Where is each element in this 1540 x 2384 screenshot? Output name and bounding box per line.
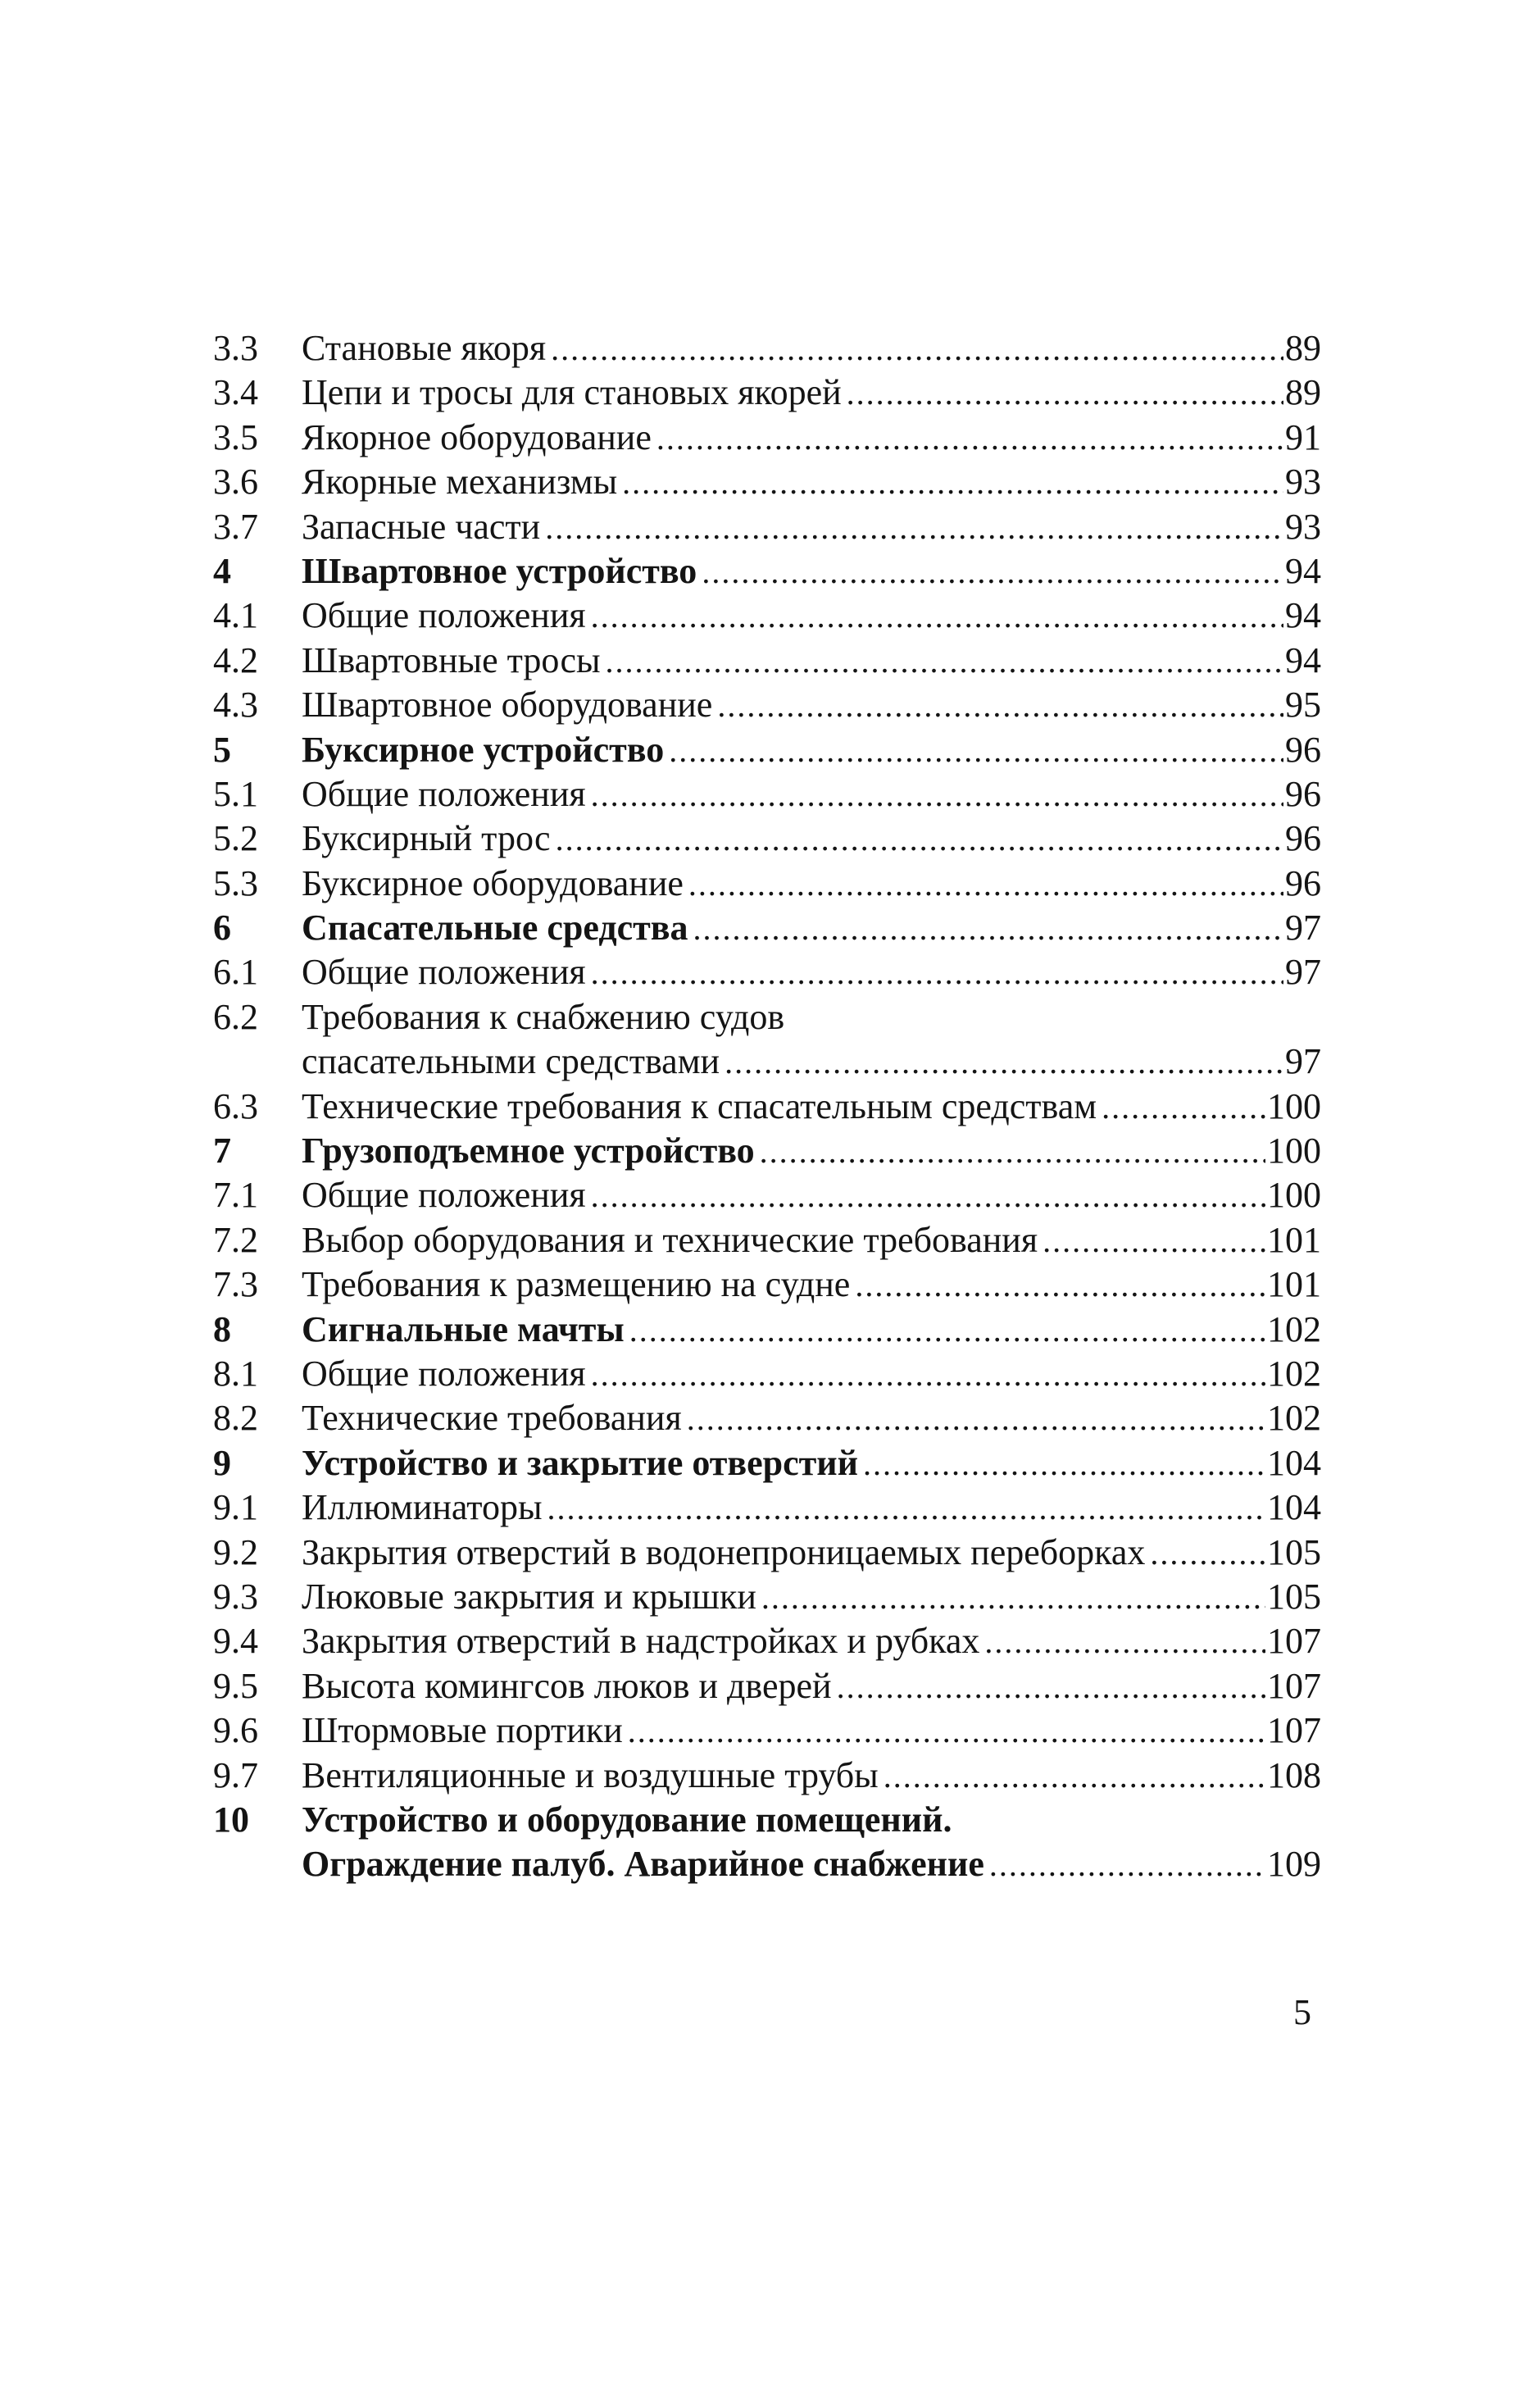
toc-entry-title: Швартовные тросы [302, 639, 601, 680]
dot-leader [725, 1040, 1283, 1085]
toc-entry [213, 1129, 1321, 1173]
toc-entry-line [302, 1396, 1321, 1441]
dot-leader [687, 1397, 1265, 1441]
toc-entry-title: спасательными средствами [302, 1041, 720, 1082]
toc-entry-page: 100 [1267, 1175, 1321, 1216]
dot-leader [717, 684, 1283, 728]
toc-entry-number: 6.2 [213, 996, 258, 1037]
table-of-contents [213, 326, 1321, 1887]
toc-entry-title: Якорное оборудование [302, 416, 652, 457]
toc-entry-line [302, 1040, 1321, 1085]
dot-leader [629, 1308, 1265, 1353]
toc-entry [213, 326, 1321, 371]
toc-entry-number: 8 [213, 1308, 231, 1349]
dot-leader [761, 1576, 1265, 1620]
toc-entry-title: Общие положения [302, 1353, 586, 1394]
toc-entry-line [302, 1842, 1321, 1887]
toc-entry [213, 1352, 1321, 1396]
toc-entry-page: 96 [1285, 729, 1321, 770]
toc-entry-number: 10 [213, 1799, 249, 1840]
toc-entry-line [302, 1129, 1321, 1174]
toc-entry-line [302, 460, 1321, 505]
toc-entry-number: 9.6 [213, 1710, 258, 1751]
toc-entry-number: 9.5 [213, 1665, 258, 1706]
dot-leader [693, 907, 1284, 951]
toc-entry [213, 1664, 1321, 1708]
dot-leader [984, 1620, 1265, 1664]
toc-entry-page: 104 [1267, 1487, 1321, 1528]
toc-entry-number: 6.1 [213, 952, 258, 993]
toc-entry-title: Иллюминаторы [302, 1487, 543, 1528]
toc-entry-title: Ограждение палуб. Аварийное снабжение [302, 1844, 984, 1885]
toc-entry-page: 91 [1285, 416, 1321, 457]
toc-entry-title: Запасные части [302, 506, 541, 547]
toc-entry-line [302, 995, 1321, 1040]
toc-entry [213, 906, 1321, 950]
toc-entry-number: 4.2 [213, 639, 258, 680]
toc-entry-number: 7.3 [213, 1264, 258, 1305]
dot-leader [591, 951, 1283, 995]
toc-entry-number: 9.7 [213, 1754, 258, 1795]
toc-entry-number: 9 [213, 1442, 231, 1483]
dot-leader [1102, 1085, 1265, 1130]
toc-entry [213, 1575, 1321, 1619]
toc-entry [213, 594, 1321, 638]
toc-entry-title: Закрытия отверстий в водонепроницаемых переборках [302, 1531, 1146, 1572]
toc-entry-title: Буксирное устройство [302, 729, 665, 770]
dot-leader [591, 1353, 1265, 1397]
toc-entry-page: 97 [1285, 952, 1321, 993]
toc-entry-title: Общие положения [302, 595, 586, 636]
toc-entry-number: 5.1 [213, 773, 258, 814]
toc-entry-number: 4.3 [213, 685, 258, 726]
toc-entry-page: 102 [1267, 1398, 1321, 1439]
dot-leader [669, 729, 1283, 773]
toc-entry-title: Требования к размещению на судне [302, 1264, 851, 1305]
toc-entry [213, 950, 1321, 994]
dot-leader [837, 1665, 1265, 1709]
toc-entry-line [302, 1308, 1321, 1353]
toc-entry-page: 95 [1285, 685, 1321, 726]
toc-entry-line [302, 906, 1321, 951]
toc-entry-title: Сигнальные мачты [302, 1308, 625, 1349]
toc-entry-title: Вентиляционные и воздушные трубы [302, 1754, 879, 1795]
toc-entry-page: 105 [1267, 1576, 1321, 1617]
toc-entry [213, 1173, 1321, 1217]
toc-entry-number: 8.2 [213, 1398, 258, 1439]
toc-entry-line [302, 683, 1321, 728]
toc-entry-title: Общие положения [302, 952, 586, 993]
toc-entry-number: 4 [213, 550, 231, 591]
dot-leader [688, 862, 1283, 907]
dot-leader [545, 506, 1283, 550]
toc-entry-line [302, 772, 1321, 817]
toc-entry-page: 94 [1285, 639, 1321, 680]
toc-entry [213, 1708, 1321, 1753]
toc-entry-line [302, 505, 1321, 550]
toc-entry [213, 639, 1321, 683]
dot-leader [1043, 1219, 1265, 1263]
toc-entry-line [302, 950, 1321, 995]
toc-entry [213, 1531, 1321, 1575]
toc-entry [213, 549, 1321, 594]
toc-entry-line [302, 594, 1321, 639]
toc-entry-page: 107 [1267, 1710, 1321, 1751]
toc-entry [213, 460, 1321, 504]
toc-entry [213, 1441, 1321, 1485]
toc-entry-line [302, 1085, 1321, 1130]
toc-entry-page: 96 [1285, 773, 1321, 814]
toc-entry-number: 3.4 [213, 372, 258, 413]
toc-entry-number: 3.6 [213, 462, 258, 503]
toc-entry [213, 1308, 1321, 1352]
toc-entry-title: Цепи и тросы для становых якорей [302, 372, 842, 413]
toc-entry-title: Швартовное устройство [302, 550, 697, 591]
toc-entry-line [302, 1485, 1321, 1531]
dot-leader [622, 461, 1283, 505]
toc-entry-page: 102 [1267, 1308, 1321, 1349]
toc-entry-page: 97 [1285, 1041, 1321, 1082]
toc-entry-line [302, 1263, 1321, 1308]
toc-entry-page: 107 [1267, 1665, 1321, 1706]
dot-leader [556, 817, 1283, 862]
dot-leader [628, 1709, 1265, 1754]
toc-entry [213, 1798, 1321, 1842]
toc-entry [213, 1218, 1321, 1263]
toc-entry-number: 7.1 [213, 1175, 258, 1216]
toc-entry-page: 107 [1267, 1621, 1321, 1662]
dot-leader [884, 1754, 1265, 1799]
toc-entry-number: 9.2 [213, 1531, 258, 1572]
toc-entry-line [302, 1441, 1321, 1486]
toc-entry [213, 817, 1321, 861]
toc-entry [213, 862, 1321, 906]
toc-entry-page: 101 [1267, 1219, 1321, 1260]
toc-entry-page: 89 [1285, 372, 1321, 413]
toc-entry-number: 4.1 [213, 595, 258, 636]
dot-leader [547, 1486, 1265, 1531]
dot-leader [591, 773, 1283, 817]
toc-entry-title: Общие положения [302, 773, 586, 814]
toc-entry-line [302, 1754, 1321, 1799]
toc-entry-line [302, 326, 1321, 371]
toc-entry-line [302, 817, 1321, 862]
dot-leader [760, 1130, 1265, 1174]
toc-entry-line [302, 416, 1321, 461]
toc-entry-number: 9.1 [213, 1487, 258, 1528]
toc-entry-title: Швартовное оборудование [302, 685, 713, 726]
toc-entry-title: Технические требования к спасательным средствам [302, 1085, 1097, 1126]
toc-entry-line [302, 1798, 1321, 1842]
toc-entry [213, 1754, 1321, 1798]
dot-leader [847, 371, 1283, 416]
toc-entry-title: Требования к снабжению судов [302, 996, 785, 1037]
toc-entry-page: 108 [1267, 1754, 1321, 1795]
dot-leader [1150, 1531, 1265, 1576]
toc-entry-page: 104 [1267, 1442, 1321, 1483]
toc-entry-title: Технические требования [302, 1398, 682, 1439]
dot-leader [606, 639, 1283, 684]
toc-entry-page: 100 [1267, 1085, 1321, 1126]
toc-entry [213, 1485, 1321, 1530]
toc-entry-title: Общие положения [302, 1175, 586, 1216]
dot-leader [656, 416, 1283, 461]
toc-entry-number: 8.1 [213, 1353, 258, 1394]
dot-leader [702, 550, 1283, 594]
toc-entry-number: 7 [213, 1131, 231, 1172]
toc-entry-number: 9.3 [213, 1576, 258, 1617]
toc-entry-title: Штормовые портики [302, 1710, 623, 1751]
toc-entry-line [302, 1173, 1321, 1218]
toc-entry-page: 101 [1267, 1264, 1321, 1305]
toc-entry-number: 9.4 [213, 1621, 258, 1662]
toc-entry-line [302, 862, 1321, 907]
toc-entry-number: 7.2 [213, 1219, 258, 1260]
dot-leader [591, 1174, 1265, 1218]
toc-entry-page: 102 [1267, 1353, 1321, 1394]
toc-entry-page: 94 [1285, 550, 1321, 591]
toc-entry-title: Спасательные средства [302, 908, 688, 949]
toc-entry [213, 1263, 1321, 1307]
dot-leader [989, 1843, 1265, 1887]
toc-entry-line [302, 1619, 1321, 1664]
dot-leader [551, 327, 1283, 371]
toc-entry-title: Устройство и закрытие отверстий [302, 1442, 858, 1483]
toc-entry-page: 97 [1285, 908, 1321, 949]
dot-leader [863, 1442, 1265, 1486]
toc-entry [213, 728, 1321, 772]
toc-entry-line [302, 1708, 1321, 1754]
toc-entry [213, 505, 1321, 549]
toc-entry-title: Люковые закрытия и крышки [302, 1576, 756, 1617]
toc-entry-line [302, 549, 1321, 594]
toc-entry [213, 416, 1321, 460]
dot-leader [855, 1263, 1265, 1308]
page-number: 5 [1293, 1992, 1311, 2032]
toc-entry [213, 1396, 1321, 1440]
toc-entry-page: 96 [1285, 818, 1321, 859]
toc-entry [213, 1842, 1321, 1886]
toc-entry-title: Закрытия отверстий в надстройках и рубках [302, 1621, 980, 1662]
toc-entry-title: Выбор оборудования и технические требования [302, 1219, 1038, 1260]
toc-entry-number: 5.2 [213, 818, 258, 859]
toc-entry [213, 1085, 1321, 1129]
toc-entry-title: Становые якоря [302, 328, 547, 368]
toc-entry [213, 1040, 1321, 1084]
toc-entry [213, 772, 1321, 817]
dot-leader [591, 594, 1283, 639]
toc-entry-page: 109 [1267, 1844, 1321, 1885]
toc-entry-title: Буксирное оборудование [302, 862, 684, 903]
toc-entry-page: 89 [1285, 328, 1321, 368]
toc-entry [213, 683, 1321, 727]
toc-entry-page: 94 [1285, 595, 1321, 636]
toc-entry-page: 96 [1285, 862, 1321, 903]
toc-entry-number: 3.5 [213, 416, 258, 457]
toc-entry-title: Грузоподъемное устройство [302, 1131, 755, 1172]
toc-entry-title: Устройство и оборудование помещений. [302, 1799, 952, 1840]
toc-entry-title: Якорные механизмы [302, 462, 618, 503]
toc-entry-page: 93 [1285, 506, 1321, 547]
toc-entry-number: 5 [213, 729, 231, 770]
toc-entry-line [302, 1531, 1321, 1576]
toc-entry-number: 3.3 [213, 328, 258, 368]
toc-entry-number: 6.3 [213, 1085, 258, 1126]
toc-entry-number: 6 [213, 908, 231, 949]
toc-entry-number: 3.7 [213, 506, 258, 547]
toc-entry-line [302, 1575, 1321, 1620]
toc-entry-title: Высота комингсов люков и дверей [302, 1665, 832, 1706]
toc-entry-page: 105 [1267, 1531, 1321, 1572]
toc-entry-line [302, 371, 1321, 416]
toc-entry-number: 5.3 [213, 862, 258, 903]
toc-entry [213, 371, 1321, 415]
toc-entry-line [302, 1218, 1321, 1263]
toc-entry-line [302, 1352, 1321, 1397]
toc-entry [213, 1619, 1321, 1663]
toc-entry [213, 995, 1321, 1040]
toc-entry-title: Буксирный трос [302, 818, 551, 859]
toc-entry-line [302, 1664, 1321, 1709]
toc-entry-page: 93 [1285, 462, 1321, 503]
toc-entry-line [302, 728, 1321, 773]
toc-entry-page: 100 [1267, 1131, 1321, 1172]
toc-entry-line [302, 639, 1321, 684]
